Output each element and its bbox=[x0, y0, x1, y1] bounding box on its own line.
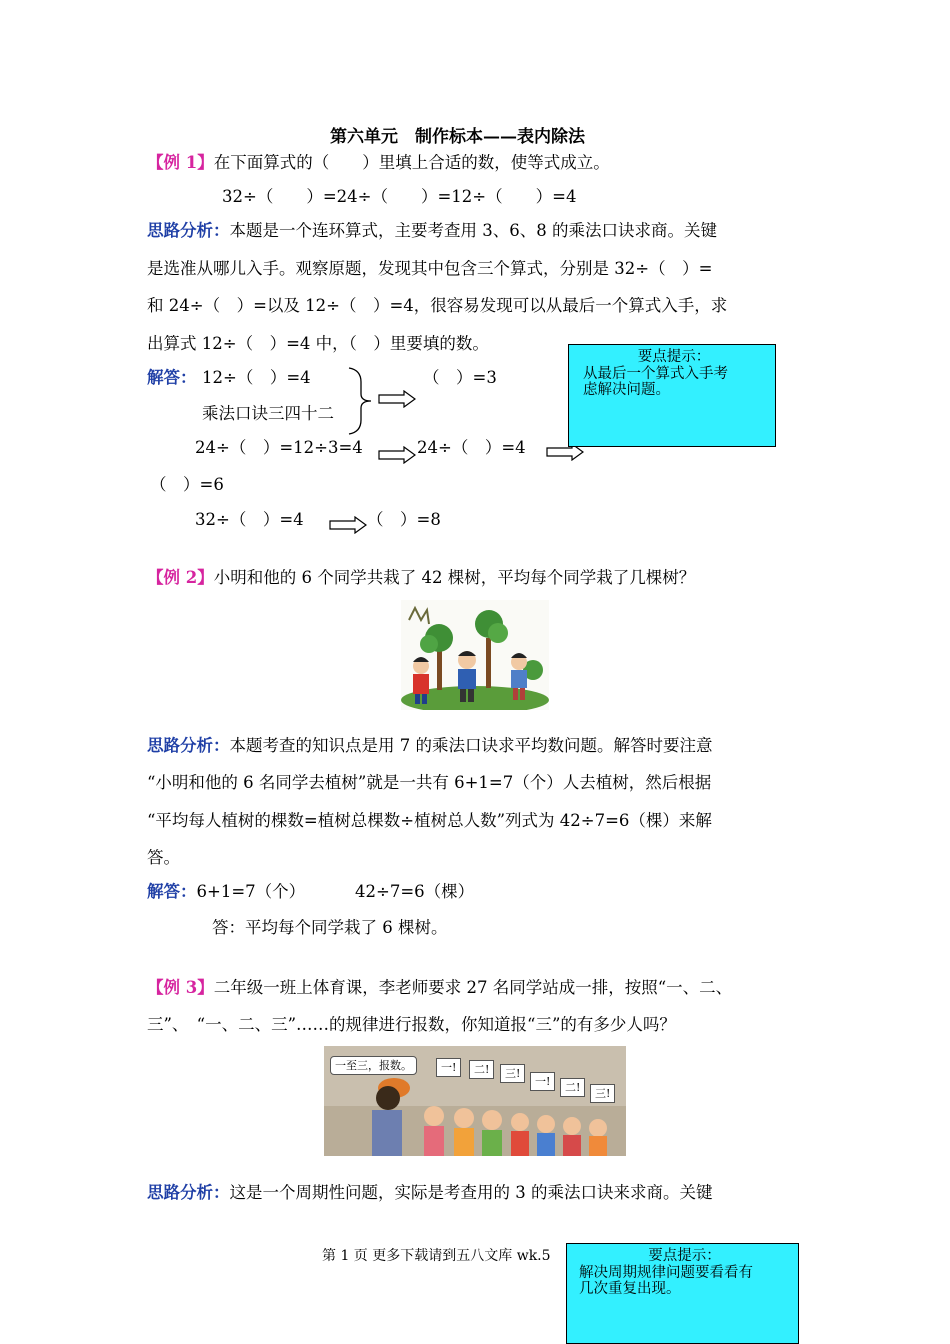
speech-bubble: 二! bbox=[469, 1060, 494, 1079]
example-1-step-a: 12÷（ ）=4 bbox=[202, 368, 311, 387]
tip-title: 要点提示： bbox=[648, 1248, 721, 1264]
arrow-right-icon bbox=[378, 390, 416, 408]
example-1-step-g: 32÷（ ）=4 bbox=[195, 510, 304, 529]
tree-planting-illustration bbox=[401, 600, 549, 710]
example-1-tag: 【例 1】 bbox=[147, 153, 214, 172]
tip-text-line-2: 虑解决问题。 bbox=[583, 382, 670, 399]
example-1-step-c: （ ）=3 bbox=[423, 368, 497, 387]
speech-bubble: 三! bbox=[590, 1084, 615, 1103]
tip-box-1 bbox=[568, 344, 776, 447]
example-2-analysis-line-1 bbox=[147, 736, 713, 756]
speech-bubble: 一至三，报数。 bbox=[330, 1056, 417, 1075]
example-3-question-line-1 bbox=[147, 978, 732, 998]
tip-title: 要点提示： bbox=[637, 349, 711, 365]
example-2-question-line bbox=[147, 568, 695, 588]
page-title: 第六单元 制作标本——表内除法 bbox=[330, 127, 585, 147]
example-2-analysis-line-3: “平均每人植树的棵数=植树总棵数÷植树总人数”列式为 42÷7=6（棵）来解 bbox=[147, 811, 712, 830]
example-3-analysis-line-1 bbox=[147, 1183, 713, 1203]
example-1-step-f: （ ）=6 bbox=[150, 475, 224, 494]
speech-bubble: 三! bbox=[500, 1064, 525, 1083]
example-2-question: 小明和他的 6 个同学共栽了 42 棵树，平均每个同学栽了几棵树？ bbox=[213, 568, 696, 587]
brace-icon bbox=[345, 366, 375, 436]
analysis-text: 本题是一个连环算式，主要考查用 3、6、8 的乘法口诀求商。关键 bbox=[229, 221, 717, 240]
tip-text-line-1: 从最后一个算式入手考 bbox=[583, 365, 728, 382]
example-3-question-line-2: 三”、 “一、二、三”……的规律进行报数，你知道报“三”的有多少人吗？ bbox=[147, 1015, 676, 1034]
analysis-text: 这是一个周期性问题，实际是考查用的 3 的乘法口诀来求商。关键 bbox=[229, 1183, 713, 1202]
example-1-analysis-line-1 bbox=[147, 221, 717, 241]
example-1-analysis-line-3: 和 24÷（ ）=以及 12÷（ ）=4，很容易发现可以从最后一个算式入手，求 bbox=[147, 296, 728, 315]
answer-step-2: 42÷7=6（棵） bbox=[355, 882, 475, 901]
tip-text-line-1: 解决周期规律问题要看看有 bbox=[579, 1264, 753, 1281]
speech-bubble: 二! bbox=[560, 1078, 585, 1097]
example-1-step-h: （ ）=8 bbox=[367, 510, 441, 529]
example-1-answer-label: 解答： bbox=[147, 368, 197, 387]
example-1-step-d: 24÷（ ）=12÷3=4 bbox=[195, 438, 363, 457]
analysis-label: 思路分析： bbox=[147, 736, 230, 755]
example-3-tag: 【例 3】 bbox=[147, 978, 214, 997]
example-1-analysis-line-4: 出算式 12÷（ ）=4 中，（ ）里要填的数。 bbox=[147, 334, 489, 353]
example-1-question: 在下面算式的（ ）里填上合适的数，使等式成立。 bbox=[213, 153, 610, 172]
example-1-step-b: 乘法口诀三四十二 bbox=[202, 404, 334, 423]
example-2-tag: 【例 2】 bbox=[147, 568, 214, 587]
analysis-label: 思路分析： bbox=[147, 1183, 230, 1202]
example-2-analysis-line-4: 答。 bbox=[147, 848, 180, 867]
speech-bubble: 一! bbox=[530, 1072, 555, 1091]
arrow-right-icon bbox=[378, 446, 416, 464]
example-1-question-line bbox=[147, 153, 610, 173]
tip-text-line-2: 几次重复出现。 bbox=[579, 1281, 681, 1298]
example-2-analysis-line-2: “小明和他的 6 名同学去植树”就是一共有 6+1=7（个）人去植树，然后根据 bbox=[147, 773, 712, 792]
arrow-right-icon bbox=[329, 516, 367, 534]
answer-label: 解答： bbox=[147, 882, 197, 901]
counting-off-illustration bbox=[324, 1046, 626, 1156]
answer-conclusion: 答：平均每个同学栽了 6 棵树。 bbox=[212, 918, 448, 937]
speech-bubble: 一! bbox=[436, 1058, 461, 1077]
analysis-label: 思路分析： bbox=[147, 221, 230, 240]
example-3-question: 二年级一班上体育课，李老师要求 27 名同学站成一排，按照“一、二、 bbox=[213, 978, 733, 997]
example-1-analysis-line-2: 是选准从哪儿入手。观察原题，发现其中包含三个算式，分别是 32÷（ ）= bbox=[147, 259, 713, 278]
example-1-formula: 32÷（ ）=24÷（ ）=12÷（ ）=4 bbox=[222, 187, 577, 206]
tip-box-2 bbox=[566, 1243, 799, 1344]
example-1-step-e: 24÷（ ）=4 bbox=[417, 438, 526, 457]
example-2-answer-line bbox=[147, 882, 305, 902]
answer-step-1: 6+1=7（个） bbox=[196, 882, 306, 901]
analysis-text: 本题考查的知识点是用 7 的乘法口诀求平均数问题。解答时要注意 bbox=[229, 736, 713, 755]
page-footer: 第 1 页 更多下载请到五八文库 wk.5 bbox=[322, 1248, 551, 1264]
